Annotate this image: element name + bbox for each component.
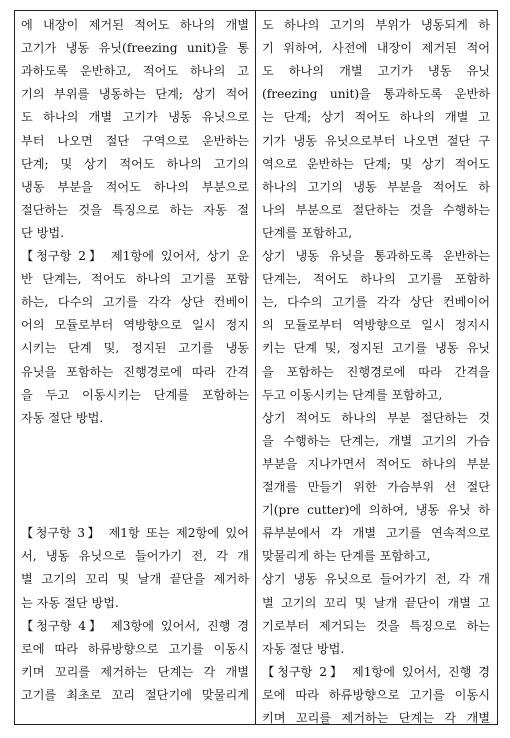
text-line: 부분을 지나가면서 적어도 하나의 부분 — [262, 456, 490, 471]
text-line: 도 하나의 고기의 부위가 냉동되게 하 — [262, 18, 490, 32]
text-line: 상기 냉동 유닛으로 들어가기 전, 각 개 — [262, 572, 490, 587]
text-line: 로에 따라 하류방향으로 고기를 이동시 — [262, 687, 490, 702]
text-line: 별 고기의 꼬리 및 날개 끝단이 개별 고 — [262, 595, 490, 610]
text-line: 절단하는 것을 특징으로 하는 자동 절 — [21, 202, 249, 217]
text-line: 는, 다수의 고기를 각각 상단 컨베이어 — [262, 295, 490, 310]
text-line: 을 포함하는 진행경로에 따라 간격을 — [262, 364, 490, 379]
text-line: 별 고기의 꼬리 및 날개 끝단을 제거하 — [21, 572, 249, 587]
text-line: 는 단계; 상기 적어도 하나의 개별 고 — [262, 110, 490, 125]
text-line: 단계는, 적어도 하나의 고기를 포함하 — [262, 272, 490, 287]
text-line: 키는 단계 및, 정지된 고기를 냉동 유닛 — [262, 341, 490, 356]
text-line: 기의 부위를 냉동하는 단계; 상기 적어 — [21, 87, 249, 102]
text-line: 역으로 운반하는 단계; 및 상기 적어도 — [262, 156, 490, 171]
text-line: 하는, 다수의 고기를 각각 상단 컨베이 — [21, 295, 249, 310]
text-line: 나의 부분으로 절단하는 것을 수행하는 — [262, 202, 490, 217]
text-line: 맞물리게 하는 단계를 포함하고, — [262, 549, 431, 564]
text-line: 기로부터 제거되는 것을 특징으로 하는 — [262, 618, 490, 633]
text-line: 서, 냉동 유닛으로 들어가기 전, 각 개 — [21, 549, 249, 564]
text-line: 단계; 및 상기 적어도 하나의 고기의 — [21, 156, 249, 171]
text-line: 【청구항 3】 제1항 또는 제2항에 있어 — [21, 526, 249, 541]
text-line: 상기 냉동 유닛을 통과하도록 운반하는 — [262, 249, 490, 263]
text-line: 의 모듈로부터 역방향으로 일시 정지시 — [262, 318, 490, 333]
left-column — [15, 11, 256, 724]
text-line: 두고 이동시키는 단계를 포함하고, — [262, 387, 443, 402]
text-line: 기 위하여, 사전에 내장이 제거된 적어 — [262, 41, 490, 56]
text-line: 하나의 고기의 냉동 부분을 적어도 하 — [262, 179, 490, 194]
text-line: 절개를 만들기 위한 가슴부위 선 절단 — [262, 480, 490, 494]
text-line: 부터 나오면 절단 구역으로 운반하는 — [21, 133, 249, 148]
text-line: 단계를 포함하고, — [262, 225, 353, 240]
text-line: 【청구항 4】 제3항에 있어서, 진행 경 — [21, 618, 249, 633]
text-line: 을 두고 이동시키는 단계를 포함하는 — [21, 387, 249, 402]
text-line: 에 내장이 제거된 적어도 하나의 개별 — [21, 18, 249, 32]
text-line: 자동 절단 방법. — [21, 410, 104, 425]
claims-comparison-table — [14, 10, 498, 725]
text-line: 유닛을 포함하는 진행경로에 따라 간격 — [21, 364, 249, 379]
text-line: 시키는 단계 및, 정지된 고기를 냉동 — [21, 341, 249, 356]
text-line: 키며 꼬리를 제거하는 단계는 각 개별 — [262, 711, 490, 724]
text-line: 류부분에서 각 개별 고기를 연속적으로 — [262, 526, 490, 541]
text-line: 상기 적어도 하나의 부분 절단하는 것 — [262, 410, 490, 425]
text-line: 고기를 최초로 꼬리 절단기에 맞물리게 — [21, 687, 249, 702]
text-line: 【청구항 2】 제1항에 있어서, 상기 운 — [21, 249, 249, 263]
text-line: 고기가 냉동 유닛(freezing unit)을 통 — [21, 41, 249, 56]
text-line: (freezing unit)을 통과하도록 운반하 — [262, 87, 490, 102]
text-line: 는 자동 절단 방법. — [21, 595, 119, 610]
text-line: 을 수행하는 단계는, 개별 고기의 가슴 — [262, 433, 490, 448]
text-line: 도 하나의 개별 고기가 냉동 유닛으로 — [21, 110, 249, 125]
text-line: 냉동 부분을 적어도 하나의 부분으로 — [21, 179, 249, 194]
text-line: 어의 모듈로부터 역방향으로 일시 정지 — [21, 318, 249, 333]
text-line: 기(pre cutter)에 의하여, 냉동 유닛 하 — [262, 503, 490, 518]
right-column — [256, 11, 497, 724]
text-line: 로에 따라 하류방향으로 고기를 이동시 — [21, 641, 249, 656]
text-line: 키며 꼬리를 제거하는 단계는 각 개별 — [21, 664, 249, 679]
text-line: 도 하나의 개별 고기가 냉동 유닛 — [262, 64, 490, 79]
text-line: 【청구항 2】 제1항에 있어서, 진행 경 — [262, 664, 490, 679]
text-line: 자동 절단 방법. — [262, 641, 345, 656]
text-line: 과하도록 운반하고, 적어도 하나의 고 — [21, 64, 249, 79]
text-line: 단 방법. — [21, 225, 65, 240]
text-line: 기가 냉동 유닛으로부터 나오면 절단 구 — [262, 133, 490, 148]
text-line: 반 단계는, 적어도 하나의 고기를 포함 — [21, 272, 249, 287]
